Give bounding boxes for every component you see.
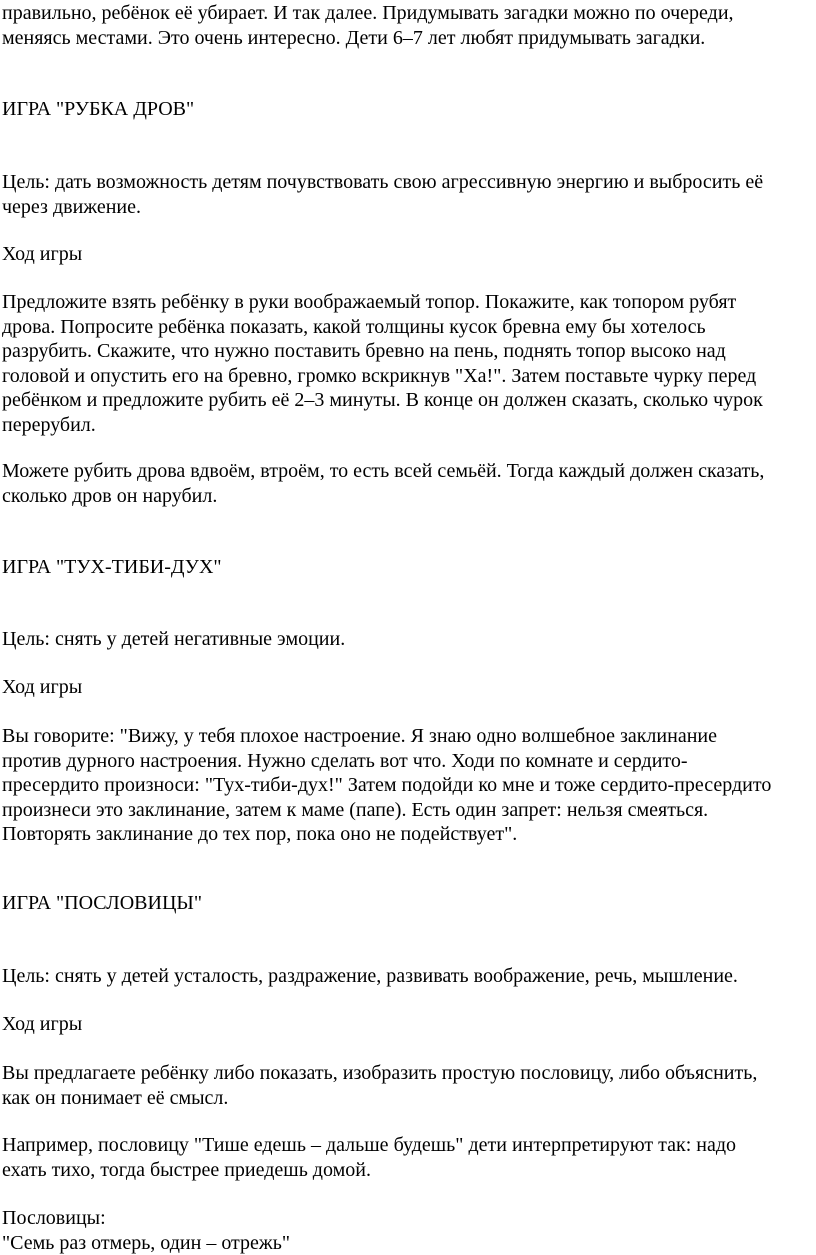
text-line: Цель: снять у детей негативные эмоции. [2, 627, 345, 652]
text-line: Повторять заклинание до тех пор, пока оно не подействует". [2, 822, 771, 847]
game1-paragraph-2 [2, 459, 764, 508]
text-line: меняясь местами. Это очень интересно. Дети 6–7 лет любят придумывать загадки. [2, 26, 734, 51]
proverb-item: "Семь раз отмерь, один – отрежь" [2, 1231, 290, 1255]
game3-title: ИГРА "ПОСЛОВИЦЫ" [2, 891, 202, 916]
text-line: головой и опустить его на бревно, громко вскрикнув "Ха!". Затем поставьте чурку перед [2, 364, 763, 389]
text-line: перерубил. [2, 413, 763, 438]
game3-paragraph-1 [2, 1061, 757, 1110]
game1-progress-heading: Ход игры [2, 242, 82, 267]
game1-paragraph-1 [2, 290, 763, 437]
text-line: произнеси это заклинание, затем к маме (папе). Есть один запрет: нельзя смеяться. [2, 798, 771, 823]
text-line: Предложите взять ребёнку в руки воображаемый топор. Покажите, как топором рубят [2, 290, 763, 315]
text-line: Вы предлагаете ребёнку либо показать, изобразить простую пословицу, либо объяснить, [2, 1061, 757, 1086]
text-line: против дурного настроения. Нужно сделать вот что. Ходи по комнате и сердито- [2, 749, 771, 774]
game3-goal [2, 964, 738, 989]
game3-paragraph-2 [2, 1133, 736, 1182]
proverbs-block [2, 1206, 290, 1255]
text-line: Можете рубить дрова вдвоём, втроём, то есть всей семьёй. Тогда каждый должен сказать, [2, 459, 764, 484]
text-line: Например, пословицу "Тише едешь – дальше будешь" дети интерпретируют так: надо [2, 1133, 736, 1158]
game2-progress-heading: Ход игры [2, 675, 82, 700]
text-line: Цель: дать возможность детям почувствовать свою агрессивную энергию и выбросить её [2, 170, 763, 195]
text-line: дрова. Попросите ребёнка показать, какой толщины кусок бревна ему бы хотелось [2, 315, 763, 340]
game2-title: ИГРА "ТУХ-ТИБИ-ДУХ" [2, 555, 222, 580]
text-line: правильно, ребёнок её убирает. И так далее. Придумывать загадки можно по очереди, [2, 1, 734, 26]
proverbs-label: Пословицы: [2, 1206, 290, 1231]
game1-goal [2, 170, 763, 219]
text-line: пресердито произноси: "Тух-тиби-дух!" Затем подойди ко мне и тоже сердито-пресердито [2, 773, 771, 798]
text-line: через движение. [2, 195, 763, 220]
intro-paragraph [2, 1, 734, 50]
game3-progress-heading: Ход игры [2, 1012, 82, 1037]
text-line: Цель: снять у детей усталость, раздражение, развивать воображение, речь, мышление. [2, 964, 738, 989]
text-line: разрубить. Скажите, что нужно поставить бревно на пень, поднять топор высоко над [2, 339, 763, 364]
text-line: ребёнком и предложите рубить её 2–3 минуты. В конце он должен сказать, сколько чурок [2, 388, 763, 413]
game1-title: ИГРА "РУБКА ДРОВ" [2, 97, 194, 122]
text-line: ехать тихо, тогда быстрее приедешь домой. [2, 1158, 736, 1183]
game2-goal [2, 627, 345, 652]
game2-paragraph-1 [2, 724, 771, 847]
text-line: сколько дров он нарубил. [2, 484, 764, 509]
text-line: Вы говорите: "Вижу, у тебя плохое настроение. Я знаю одно волшебное заклинание [2, 724, 771, 749]
text-line: как он понимает её смысл. [2, 1086, 757, 1111]
